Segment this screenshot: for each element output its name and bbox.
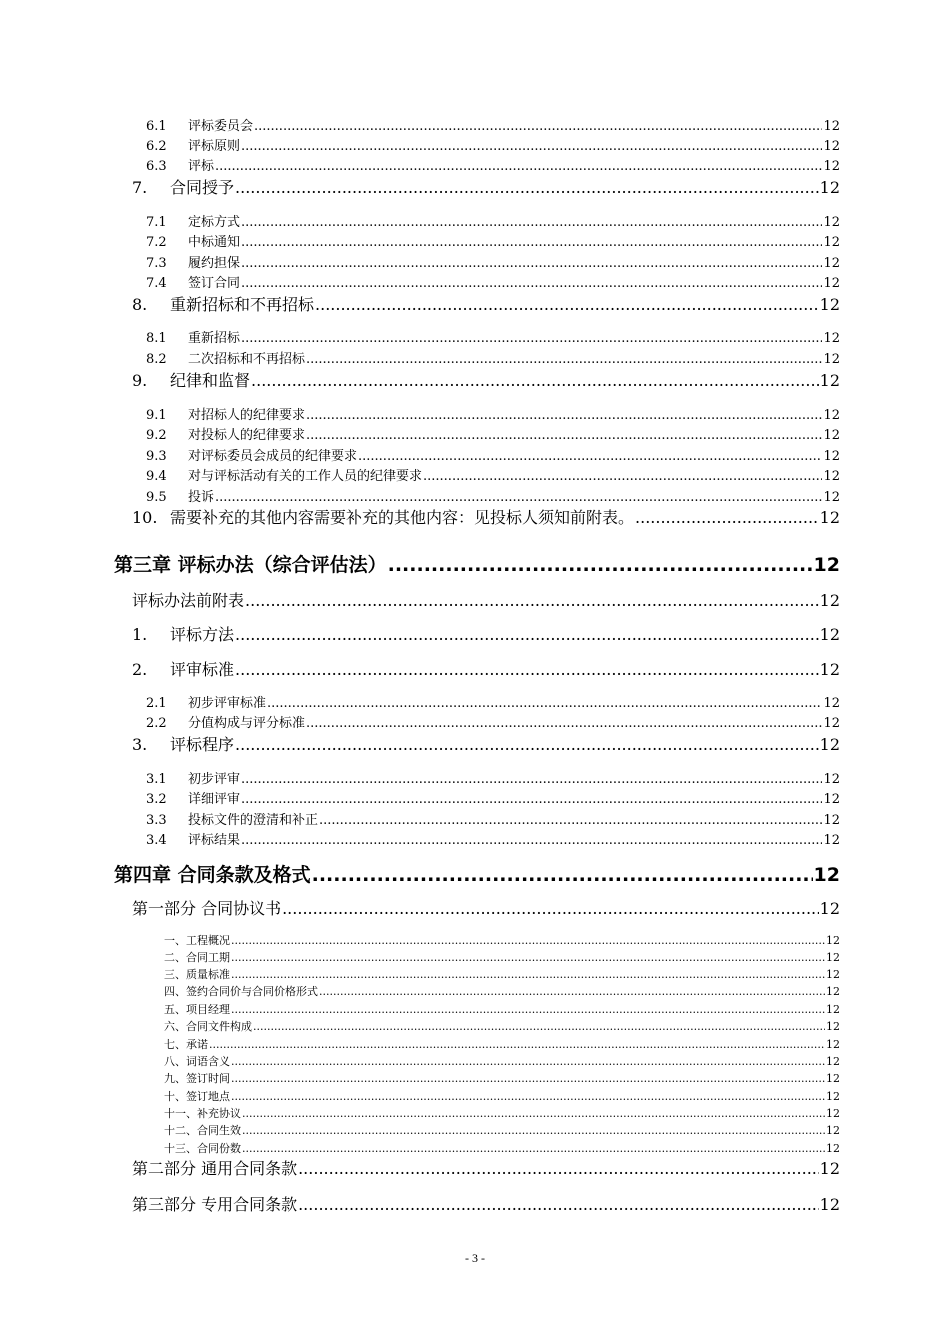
dot-leader [241,771,822,788]
toc-chapter[interactable] [114,552,840,578]
toc-entry[interactable] [132,177,840,199]
toc-entry[interactable] [146,330,840,347]
toc-entry-text: 评标 [188,159,215,174]
toc-entry-text: 十、签订地点 [164,1090,230,1103]
toc-page-number: 12 [823,139,840,154]
toc-entry-title [164,951,230,965]
toc-page-number: 12 [813,864,840,886]
toc-entry-number: 10. [132,508,158,527]
toc-page-number: 12 [819,178,840,197]
toc-entry-text: 九、签订时间 [164,1072,230,1085]
toc-entry-number: 9.5 [146,490,167,505]
toc-entry-number: 7.2 [146,235,167,250]
toc-entry-number: 3.1 [146,772,167,787]
dot-leader [306,351,822,368]
toc-entry-title [164,1020,252,1034]
toc-entry-title [146,158,214,175]
toc-entry-title [164,934,230,948]
toc-page-number: 12 [823,215,840,230]
toc-page-number: 12 [823,119,840,134]
dot-leader [231,1072,825,1086]
toc-entry[interactable] [132,507,840,529]
toc-entry[interactable] [132,659,840,681]
toc-entry-title [146,234,240,251]
toc-entry[interactable] [146,407,840,424]
toc-entry-title [146,771,240,788]
toc-entry-text: 十一、补充协议 [164,1107,241,1120]
toc-entry-title [146,214,240,231]
dot-leader [231,1055,825,1069]
toc-entry-title [164,1107,241,1121]
toc-entry-text: 评标方法 [170,625,235,644]
toc-entry-text: 中标通知 [188,235,241,250]
toc-entry-title [164,1072,230,1086]
toc-entry-title [164,1142,241,1156]
toc-page-number: 12 [826,1072,840,1085]
dot-leader [215,158,822,175]
toc-entry-number: 3.2 [146,792,167,807]
toc-entry-text: 详细评审 [188,792,241,807]
toc-entry-text: 签订合同 [188,276,241,291]
toc-entry[interactable] [164,1038,840,1052]
toc-entry-text: 对招标人的纪律要求 [188,408,306,423]
toc-entry-title [132,590,244,612]
dot-leader [241,234,822,251]
toc-entry-text: 十二、合同生效 [164,1124,241,1137]
dot-leader [241,832,822,849]
dot-leader [254,118,822,135]
dot-leader [215,489,822,506]
toc-entry-text: 二次招标和不再招标 [188,352,306,367]
dot-leader [241,330,822,347]
toc-entry-title [146,275,240,292]
toc-entry-title [146,812,318,829]
toc-page-number: 12 [826,1090,840,1103]
toc-page-number: 12 [826,934,840,947]
toc-page-number: 12 [823,428,840,443]
toc-page-number: 12 [819,508,840,527]
toc-entry[interactable] [164,1003,840,1017]
toc-entry-number: 8.1 [146,331,167,346]
toc-entry[interactable] [146,448,840,465]
toc-entry-text: 六、合同文件构成 [164,1020,252,1033]
toc-page-number: 12 [819,1159,840,1178]
toc-entry-title [164,968,230,982]
toc-entry-number: 7. [132,178,148,197]
dot-leader [306,715,822,732]
toc-entry-text: 初步评审 [188,772,241,787]
toc-entry-text: 投诉 [188,490,215,505]
dot-leader [231,968,825,982]
toc-entry[interactable] [132,624,840,646]
dot-leader [319,812,822,829]
toc-entry-number: 7.4 [146,276,167,291]
toc-entry-title [164,1090,230,1104]
toc-entry[interactable] [164,968,840,982]
toc-entry-number: 9.4 [146,469,167,484]
toc-entry-title [132,177,234,199]
toc-entry-text: 对评标委员会成员的纪律要求 [188,449,358,464]
toc-entry-title [146,351,305,368]
toc-entry[interactable] [132,1194,840,1216]
toc-page-number: 12 [826,1142,840,1155]
toc-entry[interactable] [146,255,840,272]
toc-page-number: 12 [826,985,840,998]
dot-leader [306,427,822,444]
dot-leader [245,590,819,612]
dot-leader [306,407,822,424]
toc-page-number: 12 [826,1003,840,1016]
toc-entry-title [146,468,422,485]
toc-entry-title [164,1055,230,1069]
toc-page-number: 12 [819,660,840,679]
toc-page-number: 12 [823,159,840,174]
dot-leader [298,1158,819,1180]
toc-entry-title [146,832,240,849]
toc-entry-text: 对与评标活动有关的工作人员的纪律要求 [188,469,423,484]
dot-leader [235,659,819,681]
toc-entry-text: 对投标人的纪律要求 [188,428,306,443]
dot-leader [235,624,819,646]
dot-leader [388,552,813,578]
toc-entry-title [132,624,234,646]
toc-entry[interactable] [146,791,840,808]
toc-entry[interactable] [164,1020,840,1034]
toc-entry-title [146,695,266,712]
toc-page-number: 12 [823,276,840,291]
toc-entry[interactable] [146,234,840,251]
toc-entry-text: 七、承诺 [164,1038,208,1051]
toc-page-number: 12 [823,235,840,250]
dot-leader [298,1194,819,1216]
dot-leader [231,1090,825,1104]
toc-entry-number: 9.2 [146,428,167,443]
toc-page-number: 12 [813,554,840,576]
toc-entry-title [146,138,240,155]
toc-entry-title [146,448,357,465]
toc-page-number: 12 [826,951,840,964]
toc-entry-text: 评标原则 [188,139,241,154]
toc-entry-title [132,659,234,681]
toc-page-number: 12 [826,1038,840,1051]
dot-leader [319,985,825,999]
toc-entry[interactable] [164,934,840,948]
toc-entry-title [146,118,253,135]
toc-entry-title [164,1124,241,1138]
toc-entry[interactable] [164,1124,840,1138]
toc-page-number: 12 [823,469,840,484]
toc-entry[interactable] [164,1107,840,1121]
toc-entry-title [164,1003,230,1017]
toc-page-number: 12 [823,716,840,731]
toc-entry-number: 7.3 [146,256,167,271]
toc-entry-title [132,507,634,529]
toc-entry[interactable] [132,898,840,920]
toc-entry-title [146,407,305,424]
toc-entry-text: 定标方式 [188,215,241,230]
toc-page-number: 12 [826,1020,840,1033]
toc-entry-title [132,1194,297,1216]
toc-entry[interactable] [132,1158,840,1180]
toc-page-number: 12 [826,968,840,981]
toc-entry-title [132,734,234,756]
toc-entry-title [132,1158,297,1180]
toc-page-number: 12 [823,833,840,848]
dot-leader [251,370,819,392]
toc-entry[interactable] [146,158,840,175]
toc-entry-text: 重新招标 [188,331,241,346]
toc-entry-text: 第二部分 通用合同条款 [132,1159,298,1178]
toc-page-number: 12 [819,295,840,314]
toc-entry[interactable] [132,590,840,612]
dot-leader [242,1124,825,1138]
toc-page-number: 12 [823,772,840,787]
toc-entry-text: 五、项目经理 [164,1003,230,1016]
toc-entry-title [146,715,305,732]
toc-page-number: 12 [819,899,840,918]
toc-page-number: 12 [823,792,840,807]
toc-page-number: 12 [826,1124,840,1137]
toc-entry-title [132,370,250,392]
toc-entry-text: 评标委员会 [188,119,254,134]
toc-entry-number: 8. [132,295,148,314]
toc-entry[interactable] [146,812,840,829]
toc-page-number: 12 [819,371,840,390]
toc-entry-text: 二、合同工期 [164,951,230,964]
dot-leader [241,138,822,155]
toc-page-number: 12 [826,1107,840,1120]
toc-page-number: 12 [826,1055,840,1068]
toc-page-number: 12 [823,449,840,464]
toc-entry[interactable] [164,1072,840,1086]
toc-entry[interactable] [146,351,840,368]
toc-entry-title [114,862,311,888]
dot-leader [235,734,819,756]
toc-chapter[interactable] [114,862,840,888]
dot-leader [231,951,825,965]
toc-entry-number: 7.1 [146,215,167,230]
dot-leader [242,1107,825,1121]
dot-leader [358,448,822,465]
dot-leader [282,898,819,920]
toc-entry-text: 三、质量标准 [164,968,230,981]
toc-entry[interactable] [146,832,840,849]
toc-entry[interactable] [146,118,840,135]
toc-entry[interactable] [146,427,840,444]
toc-entry-number: 3.3 [146,813,167,828]
toc-entry-number: 6.2 [146,139,167,154]
toc-entry-number: 1. [132,625,148,644]
toc-entry-title [132,294,314,316]
toc-entry[interactable] [146,138,840,155]
toc-entry[interactable] [146,695,840,712]
toc-entry-number: 9.3 [146,449,167,464]
toc-entry-title [146,255,240,272]
toc-page-number: 12 [823,408,840,423]
toc-entry-text: 第四章 合同条款及格式 [114,864,311,886]
toc-entry-number: 8.2 [146,352,167,367]
dot-leader [235,177,819,199]
toc-entry-title [146,427,305,444]
toc-entry-text: 第三部分 专用合同条款 [132,1195,298,1214]
toc-entry-title [132,898,281,920]
toc-entry[interactable] [146,468,840,485]
toc-entry-text: 第一部分 合同协议书 [132,899,282,918]
toc-entry-text: 需要补充的其他内容需要补充的其他内容：见投标人须知前附表。 [170,508,635,527]
toc-page-number: 12 [823,490,840,505]
toc-entry-text: 初步评审标准 [188,696,267,711]
dot-leader [423,468,822,485]
page-number: - 3 - [465,1251,485,1265]
toc-entry-text: 第三章 评标办法（综合评估法） [114,554,387,576]
toc-entry-title [146,330,240,347]
toc-entry-number: 2.1 [146,696,167,711]
toc-entry-title [146,791,240,808]
dot-leader [253,1020,825,1034]
dot-leader [231,1003,825,1017]
toc-page-number: 12 [823,696,840,711]
toc-entry-text: 八、词语含义 [164,1055,230,1068]
toc-entry-number: 3. [132,735,148,754]
toc-entry-text: 履约担保 [188,256,241,271]
toc-entry[interactable] [132,370,840,392]
toc-entry[interactable] [164,951,840,965]
toc-page-number: 12 [819,625,840,644]
dot-leader [315,294,819,316]
dot-leader [241,255,822,272]
toc-entry-title [164,985,318,999]
toc-entry[interactable] [146,489,840,506]
toc-entry-text: 重新招标和不再招标 [170,295,315,314]
toc-entry-text: 投标文件的澄清和补正 [188,813,319,828]
toc-entry-text: 分值构成与评分标准 [188,716,306,731]
toc-entry-title [164,1038,208,1052]
toc-page-number: 12 [823,813,840,828]
toc-entry-text: 一、工程概况 [164,934,230,947]
toc-page-number: 12 [819,591,840,610]
toc-entry-number: 2.2 [146,716,167,731]
toc-entry[interactable] [146,715,840,732]
toc-entry-text: 纪律和监督 [170,371,251,390]
toc-page-number: 12 [823,256,840,271]
toc-entry[interactable] [132,294,840,316]
dot-leader [241,275,822,292]
toc-entry[interactable] [164,1142,840,1156]
toc-page-number: 12 [819,1195,840,1214]
dot-leader [209,1038,825,1052]
toc-entry[interactable] [164,985,840,999]
toc-entry-number: 2. [132,660,148,679]
toc-entry-number: 9. [132,371,148,390]
toc-entry-title [146,489,214,506]
toc-entry-number: 6.1 [146,119,167,134]
toc-entry[interactable] [164,1090,840,1104]
dot-leader [312,862,813,888]
toc-page-number: 12 [819,735,840,754]
dot-leader [242,1142,825,1156]
toc-entry[interactable] [132,734,840,756]
toc-page-number: 12 [823,352,840,367]
toc-entry-text: 评审标准 [170,660,235,679]
dot-leader [241,791,822,808]
toc-page-number: 12 [823,331,840,346]
toc-entry[interactable] [164,1055,840,1069]
toc-entry-number: 3.4 [146,833,167,848]
toc-entry-title [114,552,387,578]
toc-entry-number: 9.1 [146,408,167,423]
toc-entry-text: 评标办法前附表 [132,591,245,610]
toc-entry-text: 四、签约合同价与合同价格形式 [164,985,318,998]
toc-entry-text: 合同授予 [170,178,235,197]
toc-entry[interactable] [146,275,840,292]
dot-leader [267,695,822,712]
toc-entry-text: 评标结果 [188,833,241,848]
toc-entry[interactable] [146,771,840,788]
dot-leader [635,507,819,529]
toc-entry-number: 6.3 [146,159,167,174]
dot-leader [231,934,825,948]
toc-entry[interactable] [146,214,840,231]
toc-entry-text: 十三、合同份数 [164,1142,241,1155]
toc-entry-text: 评标程序 [170,735,235,754]
dot-leader [241,214,822,231]
